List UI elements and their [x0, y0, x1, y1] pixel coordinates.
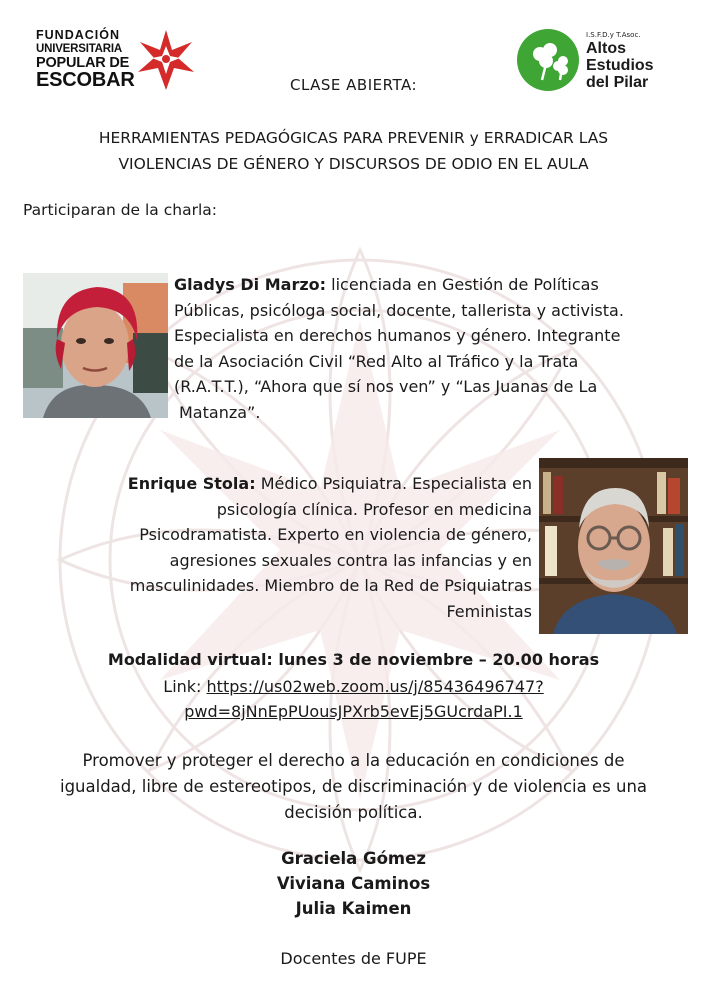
zoom-link[interactable]: https://us02web.zoom.us/j/85436496747? — [206, 677, 544, 696]
logo-line: POPULAR DE — [36, 55, 130, 71]
speaker-photo-enrique — [539, 458, 688, 634]
statement-line: Promover y proteger el derecho a la educación en condiciones de — [82, 751, 625, 770]
statement-line: decisión política. — [284, 803, 423, 822]
bio-line: de la Asociación Civil “Red Alto al Tráfico y la Trata — [174, 351, 579, 371]
statement-line: igualdad, libre de estereotipos, de discriminación y de violencia es una — [59, 777, 648, 796]
bio-line: Médico Psiquiatra. Especialista en — [260, 474, 532, 493]
organizer-name: Graciela Gómez — [281, 849, 426, 868]
bio-line: agresiones sexuales contra las infancias y en — [169, 550, 532, 570]
bio-line: Especialista en derechos humanos y género. Integrante — [174, 326, 621, 345]
event-label: CLASE ABIERTA: — [289, 76, 418, 94]
bio-line: Feministas — [446, 601, 532, 621]
bio-line: licenciada en Gestión de Políticas — [331, 275, 599, 294]
logo-line: FUNDACIÓN — [36, 28, 120, 42]
logo-line: del Pilar — [586, 74, 649, 91]
organizer-name: Julia Kaimen — [295, 899, 412, 918]
organizers-list — [0, 846, 707, 921]
statement-text — [30, 748, 677, 826]
title-line: VIOLENCIAS DE GÉNERO Y DISCURSOS DE ODIO EN EL AULA — [118, 155, 589, 173]
bio-line: masculinidades. Miembro de la Red de Psiquiatras — [129, 576, 532, 595]
logo-line: Altos — [586, 40, 626, 57]
logo-line: ESCOBAR — [36, 69, 135, 91]
speaker-name: Enrique Stola: — [127, 474, 256, 493]
speaker-bio-enrique — [70, 471, 532, 624]
zoom-link-continued[interactable]: pwd=8jNnEpPUousJPXrb5evEj5GUcrdaPI.1 — [184, 702, 523, 721]
intro-text: Participaran de la charla: — [23, 201, 217, 219]
bio-line: (R.A.T.T.), “Ahora que sí nos ven” y “Las Juanas de La — [174, 377, 598, 396]
bio-line: Psicodramatista. Experto en violencia de género, — [139, 525, 532, 544]
title-line: HERRAMIENTAS PEDAGÓGICAS PARA PREVENIR y ERRADICAR LAS — [98, 129, 609, 147]
footer-text: Docentes de FUPE — [280, 949, 427, 968]
logo-line: UNIVERSITARIA — [36, 43, 122, 55]
logo-subtitle: I.S.F.D.y T.Asoc. — [586, 31, 641, 39]
event-modality: Modalidad virtual: lunes 3 de noviembre – 20.00 horas — [107, 650, 600, 669]
meeting-link — [0, 674, 707, 724]
speaker-name: Gladys Di Marzo: — [174, 275, 327, 294]
speaker-photo-gladys — [23, 273, 168, 418]
bio-line: Matanza”. — [179, 402, 261, 422]
link-label: Link: — [163, 677, 202, 696]
bio-line: psicología clínica. Profesor en medicina — [216, 499, 532, 519]
logo-line: Estudios — [586, 57, 654, 74]
bio-line: Públicas, psicóloga social, docente, tallerista y activista. — [174, 300, 624, 320]
page-title — [0, 125, 707, 177]
speaker-bio-gladys — [174, 272, 674, 425]
organizer-name: Viviana Caminos — [276, 874, 431, 893]
